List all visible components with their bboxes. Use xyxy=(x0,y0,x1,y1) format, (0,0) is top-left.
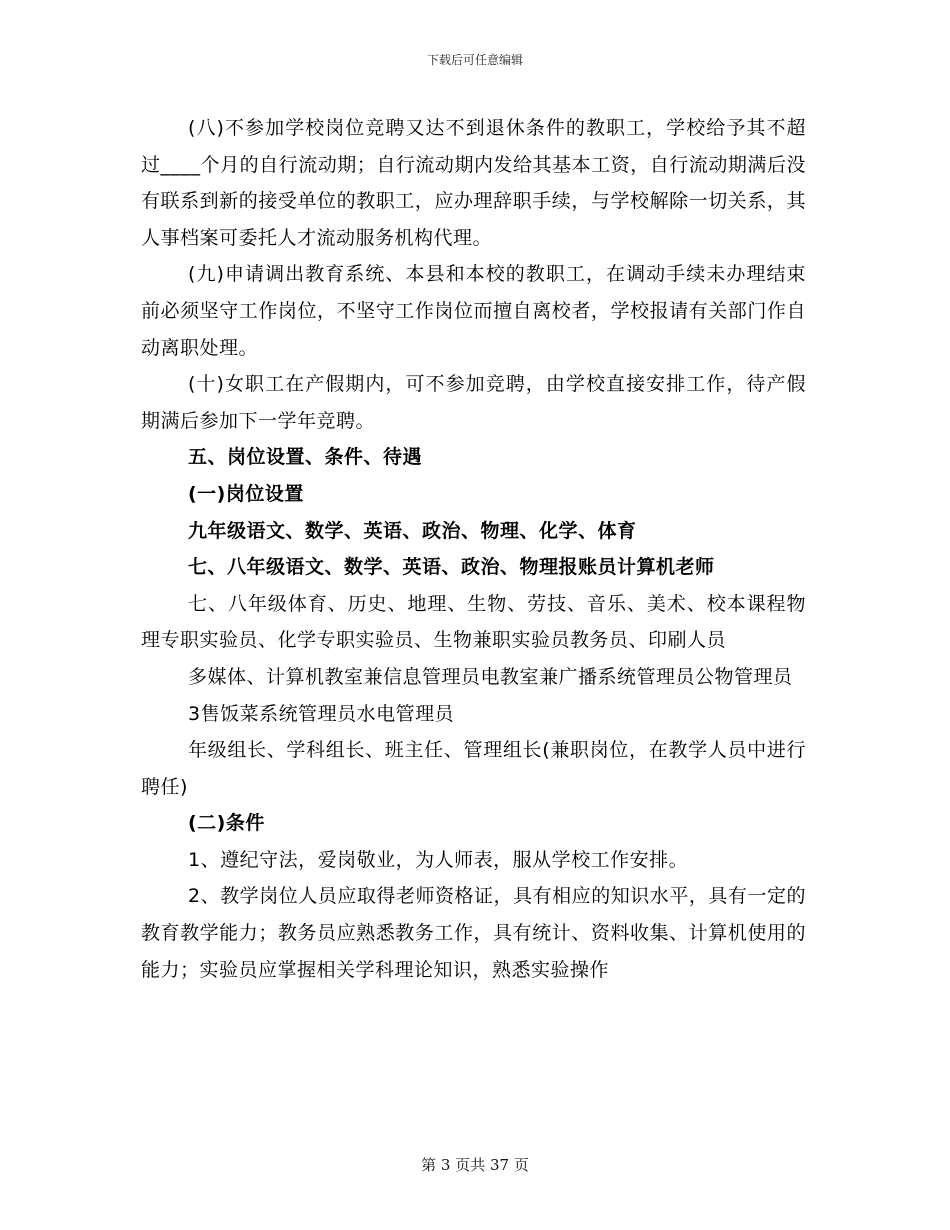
positions-part-time: 年级组长、学科组长、班主任、管理组长(兼职岗位，在教学人员中进行聘任) xyxy=(141,739,806,798)
paragraph-item-10: (十)女职工在产假期内，可不参加竞聘，由学校直接安排工作，待产假期满后参加下一学年竞聘。 xyxy=(141,373,806,432)
page-number-footer: 第 3 页共 37 页 xyxy=(421,1156,529,1174)
positions-grade9: 九年级语文、数学、英语、政治、物理、化学、体育 xyxy=(188,519,637,542)
subsection-heading-conditions: (二)条件 xyxy=(188,812,265,835)
document-body xyxy=(141,110,806,988)
subsection-heading-positions: (一)岗位设置 xyxy=(188,482,304,505)
page-header: 下载后可任意编辑 xyxy=(426,53,523,67)
section-heading-5: 五、岗位设置、条件、待遇 xyxy=(188,446,423,469)
condition-item-1: 1、遵纪守法，爱岗敬业，为人师表，服从学校工作安排。 xyxy=(188,848,689,871)
condition-item-2: 2、教学岗位人员应取得老师资格证，具有相应的知识水平，具有一定的教育教学能力；教务员应熟悉教务工作，具有统计、资料收集、计算机使用的能力；实验员应掌握相关学科理论知识，熟悉实验操作 xyxy=(141,885,806,981)
paragraph-item-9: (九)申请调出教育系统、本县和本校的教职工，在调动手续未办理结束前必须坚守工作岗位，不坚守工作岗位而擅自离校者，学校报请有关部门作自动离职处理。 xyxy=(141,263,806,359)
positions-grade7-8-other: 七、八年级体育、历史、地理、生物、劳技、音乐、美术、校本课程物理专职实验员、化学专职实验员、生物兼职实验员教务员、印刷人员 xyxy=(141,592,806,652)
positions-multimedia: 多媒体、计算机教室兼信息管理员电教室兼广播系统管理员公物管理员 xyxy=(188,665,793,688)
paragraph-item-8: (八)不参加学校岗位竞聘又达不到退休条件的教职工，学校给予其不超过____个月的自行流动期；自行流动期内发给其基本工资，自行流动期满后没有联系到新的接受单位的教职工，应办理辞职手续，与学校解除一切关系，其人事档案可委托人才流动服务机构代理。 xyxy=(141,117,806,249)
positions-grade7-8-core: 七、八年级语文、数学、英语、政治、物理报账员计算机老师 xyxy=(188,556,715,579)
positions-canteen: 3售饭菜系统管理员水电管理员 xyxy=(188,702,455,725)
